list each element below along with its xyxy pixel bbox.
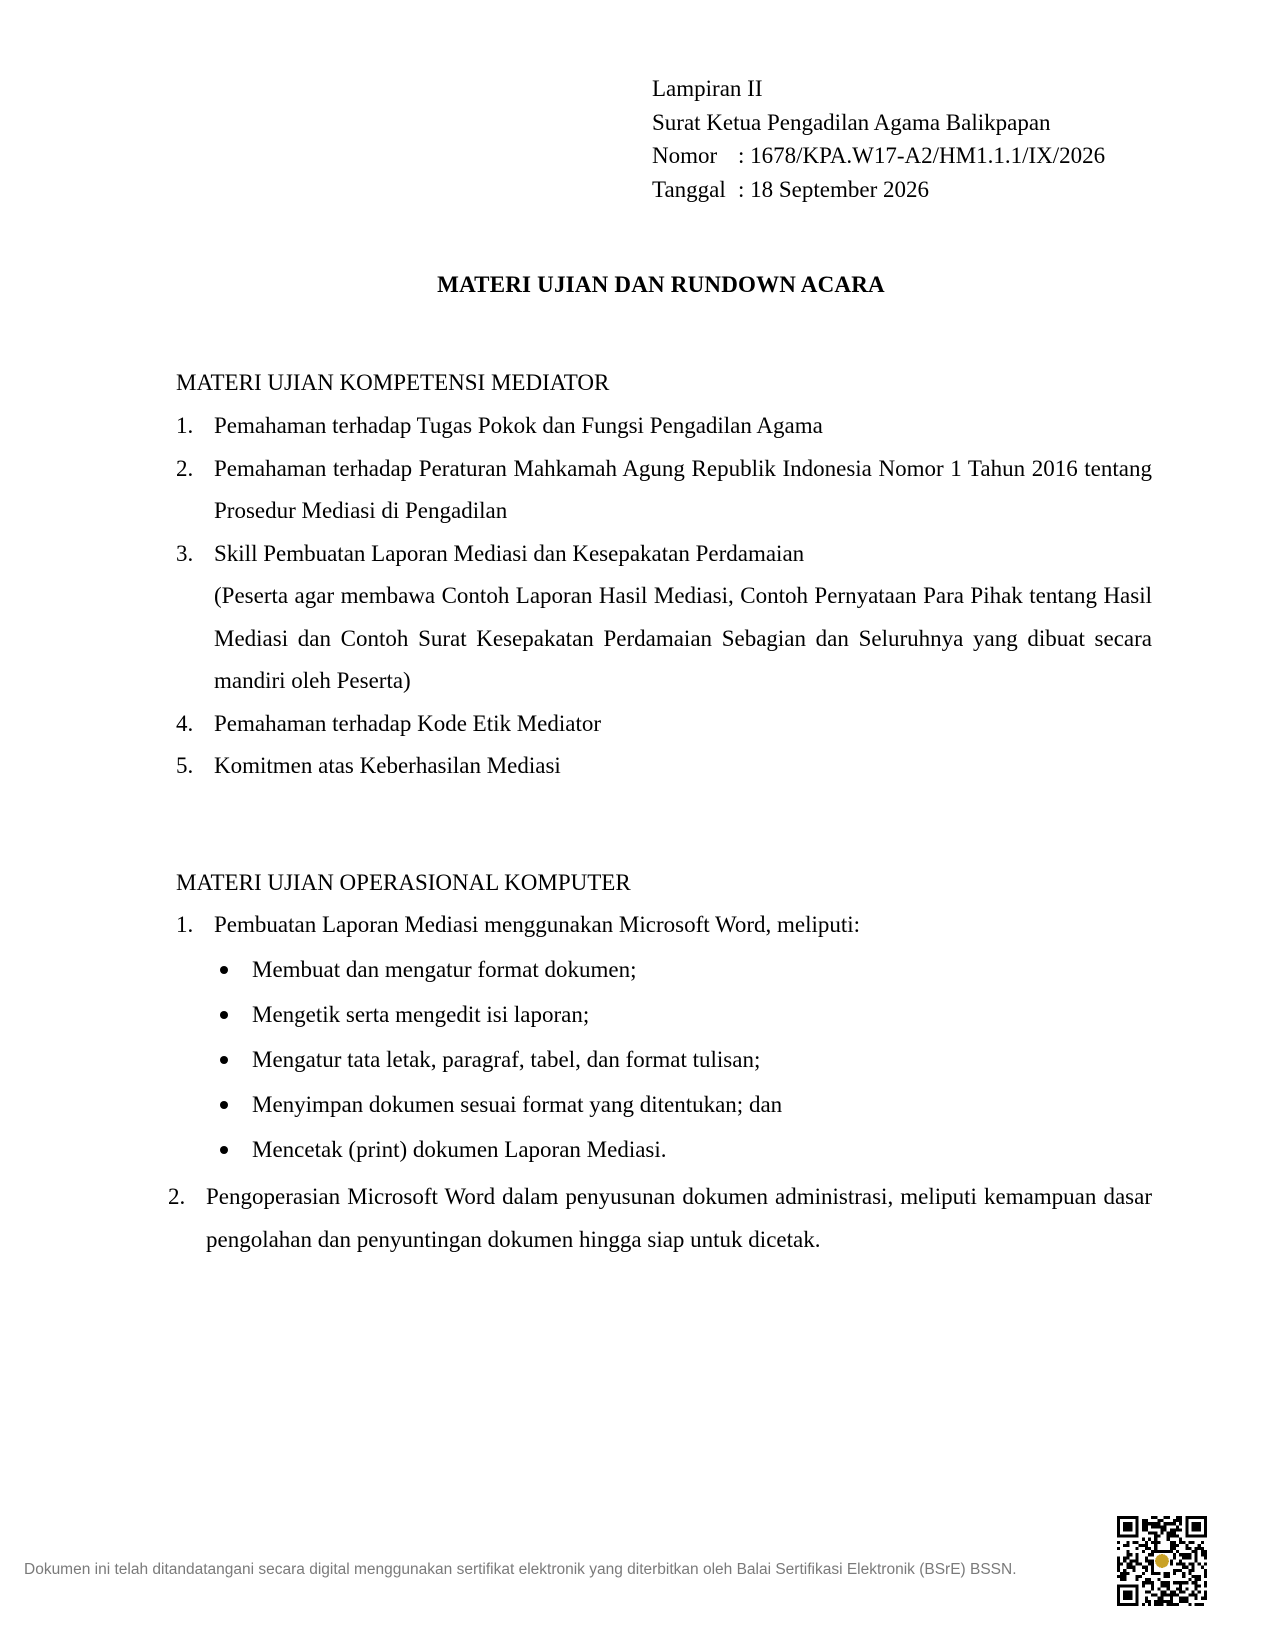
seal-icon — [1155, 1554, 1169, 1568]
list-item: 5. Komitmen atas Keberhasilan Mediasi — [176, 753, 561, 778]
list-item: 4. Pemahaman terhadap Kode Etik Mediator — [176, 710, 602, 736]
bullet-icon — [220, 1146, 228, 1154]
tanggal-label: Tanggal — [652, 176, 726, 202]
attachment-tanggal-row — [652, 173, 1105, 207]
nomor-value: 1678/KPA.W17-A2/HM1.1.1/IX/2026 — [750, 143, 1106, 168]
bullet-icon — [220, 1011, 228, 1019]
attachment-line2: Surat Ketua Pengadilan Agama Balikpapan — [652, 109, 1051, 135]
bullet-item: Membuat dan mengatur format dokumen; — [214, 947, 1152, 992]
section-heading-mediator: MATERI UJIAN KOMPETENSI MEDIATOR — [176, 370, 610, 395]
document-title: MATERI UJIAN DAN RUNDOWN ACARA — [437, 272, 885, 297]
section-heading-computer: MATERI UJIAN OPERASIONAL KOMPUTER — [176, 870, 631, 895]
bullet-item: Mengetik serta mengedit isi laporan; — [214, 992, 1152, 1037]
bullet-icon — [220, 1101, 228, 1109]
bullet-item: Mengatur tata letak, paragraf, tabel, dan format tulisan; — [214, 1037, 1152, 1082]
attachment-nomor-row — [652, 139, 1105, 173]
qr-code-icon — [1117, 1516, 1207, 1606]
bullet-item: Mencetak (print) dokumen Laporan Mediasi. — [214, 1127, 1152, 1172]
nomor-label: Nomor — [652, 143, 718, 168]
bullet-list — [214, 947, 1152, 1172]
list-item: 2. Pengoperasian Microsoft Word dalam penyusunan dokumen administrasi, meliputi kemampuan dasar pengolahan dan penyuntingan dokumen hingga siap untuk dicetak. — [168, 1184, 1152, 1252]
digital-signature-notice: Dokumen ini telah ditandatangani secara digital menggunakan sertifikat elektronik yang diterbitkan oleh Balai Sertifikasi Elektronik (BSrE) BSSN. — [24, 1561, 1017, 1578]
list-item: 3. Skill Pembuatan Laporan Mediasi dan Kesepakatan Perdamaian (Peserta agar membawa Contoh Laporan Hasil Mediasi, Contoh Pernyataan Para Pihak tentang Hasil Mediasi dan Contoh Surat Kesepakatan Perdamaian Sebagian dan Seluruhnya yang dibuat secara mandiri oleh Peserta) — [176, 540, 1152, 693]
nomor-separator: : — [738, 143, 745, 168]
list-item: 1. Pembuatan Laporan Mediasi menggunakan Microsoft Word, meliputi: Membuat dan mengatur format dokumen; Mengetik serta mengedit isi laporan; Mengatur tata letak, paragraf, tabel, dan format tulisan; Menyimpan dokumen sesuai format yang ditentukan; dan Mencetak (print) dokumen Laporan Mediasi. — [176, 904, 1152, 1172]
attachment-block — [652, 72, 1105, 206]
bullet-item: Menyimpan dokumen sesuai format yang ditentukan; dan — [214, 1082, 1152, 1127]
list-item-note: (Peserta agar membawa Contoh Laporan Hasil Mediasi, Contoh Pernyataan Para Pihak tentang Hasil Mediasi dan Contoh Surat Kesepakatan Perdamaian Sebagian dan Seluruhnya yang dibuat secara mandiri oleh Peserta) — [214, 583, 1152, 693]
tanggal-separator: : — [738, 176, 745, 202]
tanggal-value: 18 September 2026 — [750, 176, 929, 202]
computer-exam-list — [176, 904, 1152, 1172]
bullet-icon — [220, 966, 228, 974]
list-item: 2. Pemahaman terhadap Peraturan Mahkamah Agung Republik Indonesia Nomor 1 Tahun 2016 tentang Prosedur Mediasi di Pengadilan — [176, 455, 1152, 523]
bullet-icon — [220, 1056, 228, 1064]
attachment-line1: Lampiran II — [652, 76, 763, 101]
list-item: 1. Pemahaman terhadap Tugas Pokok dan Fungsi Pengadilan Agama — [176, 413, 823, 438]
mediator-exam-list — [176, 405, 1152, 788]
